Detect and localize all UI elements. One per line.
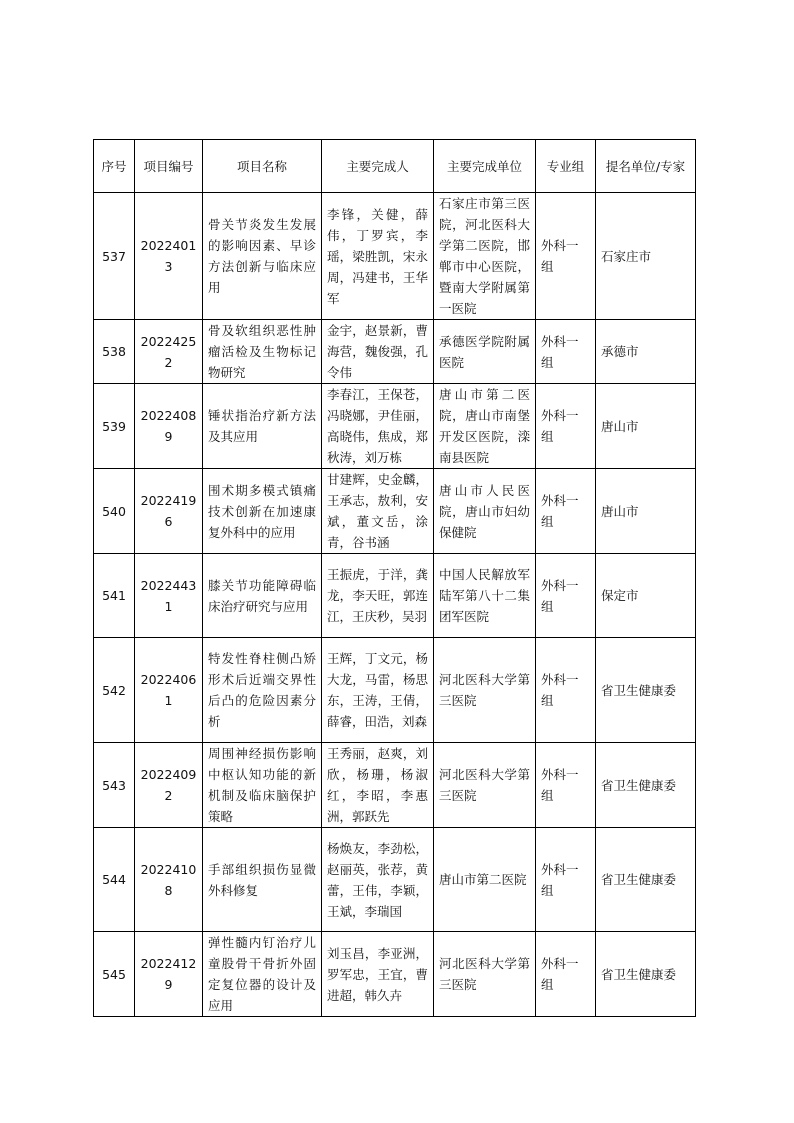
cell-group: 外科一组 (536, 554, 596, 638)
header-row (94, 140, 696, 193)
cell-num: 544 (94, 828, 135, 932)
cell-num: 545 (94, 932, 135, 1017)
cell-unit: 承德医学院附属医院 (434, 320, 536, 384)
cell-unit: 河北医科大学第三医院 (434, 743, 536, 828)
cell-name: 围术期多模式镇痛技术创新在加速康复外科中的应用 (203, 469, 322, 554)
cell-unit: 中国人民解放军陆军第八十二集团军医院 (434, 554, 536, 638)
cell-people: 王振虎，于洋，龚龙，李天旺，郭连江，王庆秒，吴羽 (322, 554, 434, 638)
cell-group: 外科一组 (536, 743, 596, 828)
table-row (94, 469, 696, 554)
cell-code: 20224092 (135, 743, 203, 828)
cell-name: 膝关节功能障碍临床治疗研究与应用 (203, 554, 322, 638)
cell-nominator: 唐山市 (596, 384, 696, 469)
cell-group: 外科一组 (536, 932, 596, 1017)
cell-num: 543 (94, 743, 135, 828)
cell-group: 外科一组 (536, 193, 596, 320)
cell-nominator: 唐山市 (596, 469, 696, 554)
cell-unit: 石家庄市第三医院，河北医科大学第二医院，邯郸市中心医院，暨南大学附属第一医院 (434, 193, 536, 320)
cell-unit: 唐山市人民医院，唐山市妇幼保健院 (434, 469, 536, 554)
table-row (94, 932, 696, 1017)
cell-code: 20224129 (135, 932, 203, 1017)
cell-name: 骨关节炎发生发展的影响因素、早诊方法创新与临床应用 (203, 193, 322, 320)
cell-code: 20224013 (135, 193, 203, 320)
cell-code: 20224108 (135, 828, 203, 932)
cell-people: 李春江，王保苍，冯晓娜，尹佳丽，高晓伟，焦成，郑秋涛，刘万栋 (322, 384, 434, 469)
table-row (94, 193, 696, 320)
cell-nominator: 省卫生健康委 (596, 743, 696, 828)
cell-name: 周围神经损伤影响中枢认知功能的新机制及临床脑保护策略 (203, 743, 322, 828)
table-row (94, 828, 696, 932)
cell-code: 20224252 (135, 320, 203, 384)
cell-group: 外科一组 (536, 828, 596, 932)
cell-name: 手部组织损伤显微外科修复 (203, 828, 322, 932)
cell-num: 538 (94, 320, 135, 384)
cell-name: 骨及软组织恶性肿瘤活检及生物标记物研究 (203, 320, 322, 384)
project-table (93, 139, 696, 1017)
cell-people: 李锋，关健，薛伟，丁罗宾，李瑶，梁胜凯，宋永周，冯建书，王华军 (322, 193, 434, 320)
table-row (94, 384, 696, 469)
cell-name: 锤状指治疗新方法及其应用 (203, 384, 322, 469)
cell-code: 20224431 (135, 554, 203, 638)
cell-people: 王辉，丁文元，杨大龙，马雷，杨思东，王涛，王倩，薛睿，田浩，刘森 (322, 638, 434, 743)
cell-name: 特发性脊柱侧凸矫形术后近端交界性后凸的危险因素分析 (203, 638, 322, 743)
cell-people: 金宇，赵景新，曹海营，魏俊强，孔令伟 (322, 320, 434, 384)
cell-unit: 唐山市第二医院 (434, 828, 536, 932)
header-group: 专业组 (536, 140, 596, 193)
header-code: 项目编号 (135, 140, 203, 193)
cell-code: 20224089 (135, 384, 203, 469)
cell-num: 539 (94, 384, 135, 469)
cell-group: 外科一组 (536, 320, 596, 384)
cell-num: 541 (94, 554, 135, 638)
cell-nominator: 石家庄市 (596, 193, 696, 320)
cell-num: 537 (94, 193, 135, 320)
cell-code: 20224061 (135, 638, 203, 743)
cell-nominator: 省卫生健康委 (596, 932, 696, 1017)
cell-num: 540 (94, 469, 135, 554)
cell-nominator: 省卫生健康委 (596, 638, 696, 743)
cell-group: 外科一组 (536, 638, 596, 743)
cell-unit: 河北医科大学第三医院 (434, 638, 536, 743)
cell-nominator: 承德市 (596, 320, 696, 384)
table-row (94, 743, 696, 828)
header-name: 项目名称 (203, 140, 322, 193)
table-row (94, 638, 696, 743)
cell-people: 甘建辉，史金麟，王承志，敖利，安斌，董文岳，涂青，谷书涵 (322, 469, 434, 554)
cell-group: 外科一组 (536, 384, 596, 469)
cell-num: 542 (94, 638, 135, 743)
cell-code: 20224196 (135, 469, 203, 554)
cell-nominator: 保定市 (596, 554, 696, 638)
header-nominator: 提名单位/专家 (596, 140, 696, 193)
cell-name: 弹性髓内钉治疗儿童股骨干骨折外固定复位器的设计及应用 (203, 932, 322, 1017)
cell-unit: 河北医科大学第三医院 (434, 932, 536, 1017)
cell-unit: 唐山市第二医院，唐山市南堡开发区医院，滦南县医院 (434, 384, 536, 469)
cell-people: 王秀丽，赵爽，刘欣，杨珊，杨淑红，李昭，李惠洲，郭跃先 (322, 743, 434, 828)
header-num: 序号 (94, 140, 135, 193)
cell-group: 外科一组 (536, 469, 596, 554)
header-people: 主要完成人 (322, 140, 434, 193)
header-unit: 主要完成单位 (434, 140, 536, 193)
cell-people: 刘玉昌，李亚洲，罗军忠，王宜，曹进超，韩久卉 (322, 932, 434, 1017)
table-row (94, 554, 696, 638)
cell-nominator: 省卫生健康委 (596, 828, 696, 932)
table-row (94, 320, 696, 384)
cell-people: 杨焕友，李劲松，赵丽英，张荐，黄蕾，王伟，李颖，王斌，李瑞国 (322, 828, 434, 932)
